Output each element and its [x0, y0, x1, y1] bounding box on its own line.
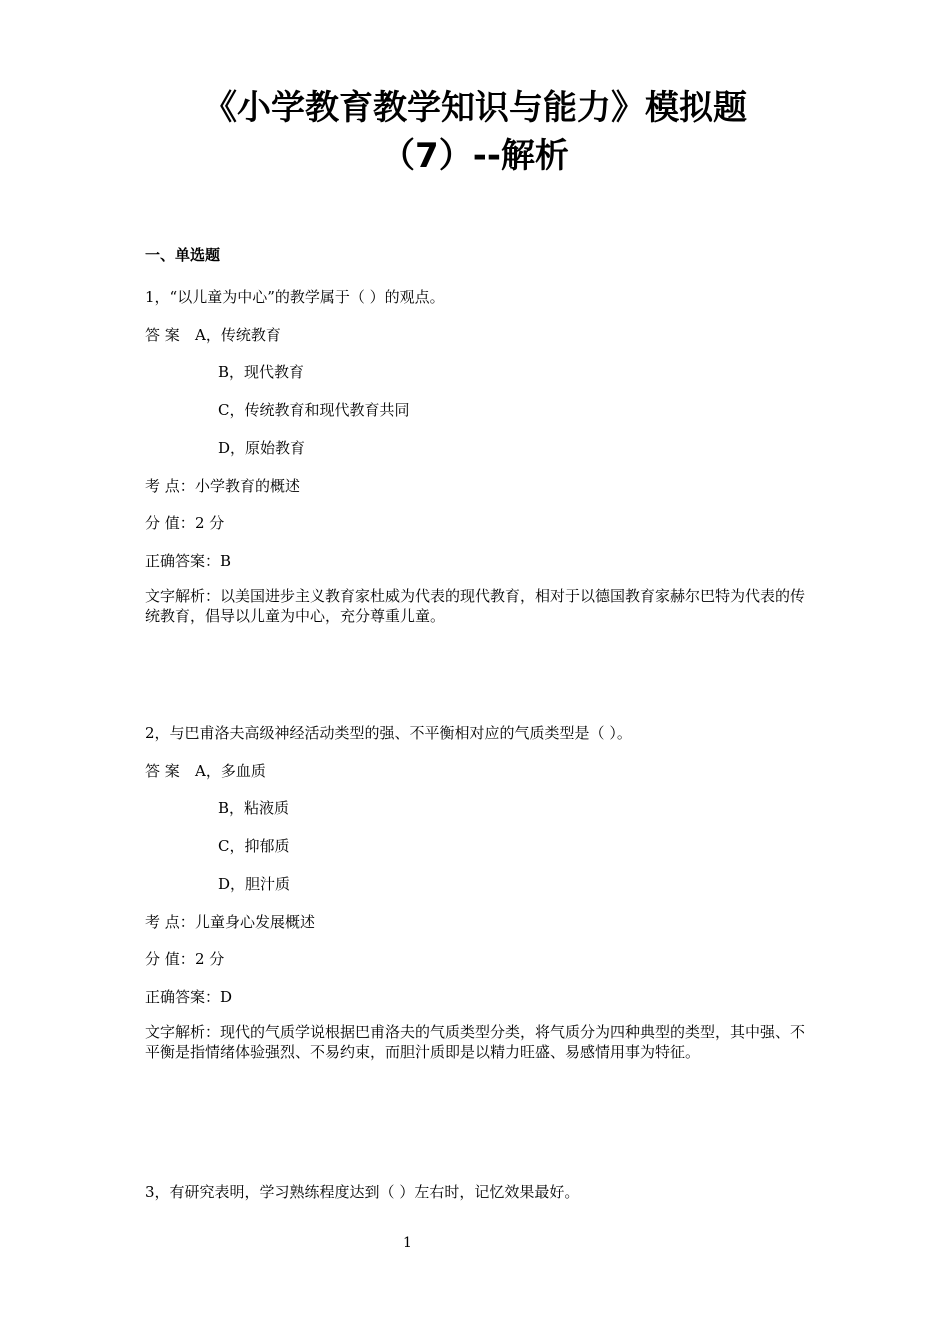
- answer-label: 答 案: [145, 762, 180, 780]
- point-value: 小学教育的概述: [195, 477, 301, 495]
- question-1-correct: [145, 550, 231, 571]
- analysis-text: 以美国进步主义教育家杜威为代表的现代教育，相对于以德国教育家赫尔巴特为代表的传统教育，倡导以儿童为中心，充分尊重儿童。: [145, 587, 806, 625]
- analysis-text: 现代的气质学说根据巴甫洛夫的气质类型分类，将气质分为四种典型的类型，其中强、不平衡是指情绪体验强烈、不易约束，而胆汁质即是以精力旺盛、易感情用事为特征。: [145, 1023, 806, 1061]
- option-a: A，多血质: [195, 762, 266, 780]
- question-1-answer-row: [145, 324, 281, 345]
- option-b: B，现代教育: [218, 363, 305, 381]
- question-2-stem: 2，与巴甫洛夫高级神经活动类型的强、不平衡相对应的气质类型是（ ）。: [145, 724, 632, 742]
- question-2-score: [145, 948, 224, 969]
- correct-label: 正确答案：: [145, 552, 221, 570]
- question-2-analysis: [145, 1022, 810, 1062]
- question-1-score: [145, 512, 224, 533]
- question-1-point: [145, 475, 300, 496]
- page-number: 1: [403, 1235, 412, 1251]
- point-label: 考 点：: [145, 477, 195, 495]
- question-2-answer-row: [145, 760, 266, 781]
- correct-value: D: [220, 988, 233, 1006]
- option-b: B，粘液质: [218, 799, 290, 817]
- option-c: C，抑郁质: [218, 837, 290, 855]
- point-label: 考 点：: [145, 913, 195, 931]
- question-3-stem: 3，有研究表明，学习熟练程度达到（ ）左右时，记忆效果最好。: [145, 1183, 580, 1201]
- score-value: 2 分: [195, 514, 225, 532]
- option-a: A，传统教育: [195, 326, 281, 344]
- option-c: C，传统教育和现代教育共同: [218, 401, 410, 419]
- question-2-correct: [145, 986, 232, 1007]
- point-value: 儿童身心发展概述: [195, 913, 316, 931]
- section-heading: 一、单选题: [145, 246, 221, 264]
- correct-value: B: [220, 552, 232, 570]
- score-label: 分 值：: [145, 950, 195, 968]
- score-value: 2 分: [195, 950, 225, 968]
- analysis-label: 文字解析：: [145, 1023, 221, 1041]
- question-2-point: [145, 911, 315, 932]
- option-d: D，胆汁质: [218, 875, 291, 893]
- question-1-stem: 1，“以儿童为中心”的教学属于（ ）的观点。: [145, 288, 445, 306]
- answer-label: 答 案: [145, 326, 180, 344]
- document-title-line2: （7）--解析: [381, 136, 569, 176]
- correct-label: 正确答案：: [145, 988, 221, 1006]
- document-title-line1: 《小学教育教学知识与能力》模拟题: [203, 88, 747, 128]
- option-d: D，原始教育: [218, 439, 306, 457]
- question-1-analysis: [145, 586, 810, 626]
- analysis-label: 文字解析：: [145, 587, 221, 605]
- score-label: 分 值：: [145, 514, 195, 532]
